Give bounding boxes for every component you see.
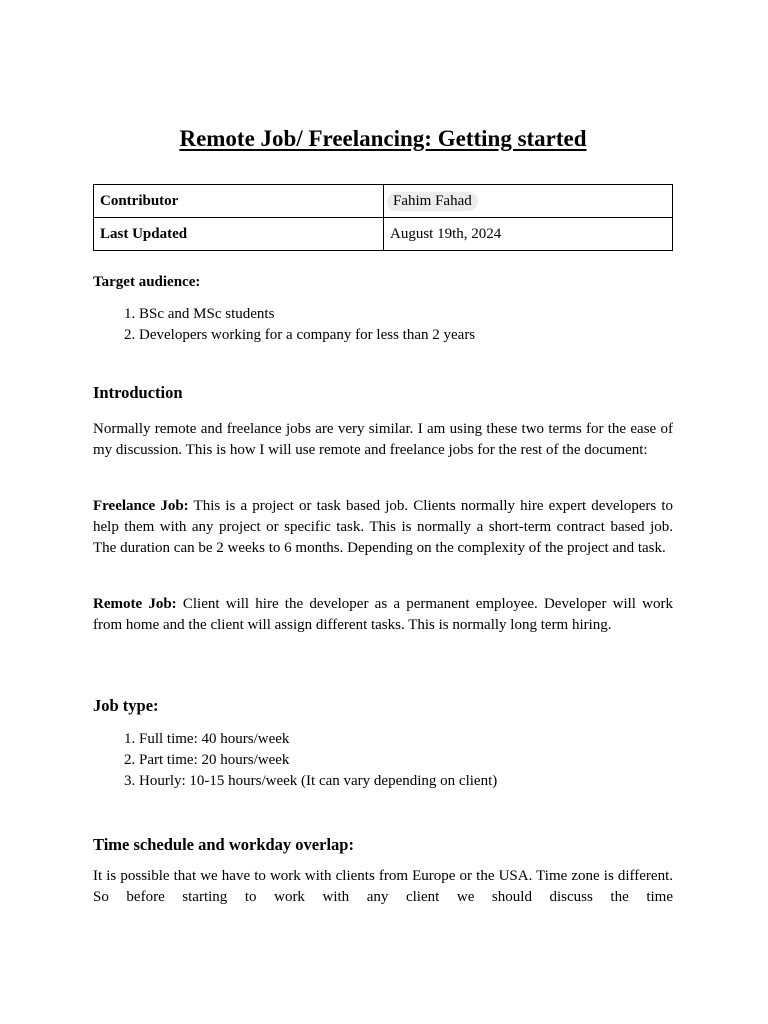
list-item: 1. Full time: 40 hours/week xyxy=(139,729,673,750)
time-schedule-paragraph-block xyxy=(93,866,673,908)
remote-job-text: Client will hire the developer as a permanent employee. Developer will work from home and the client will assign different tasks. This is normally long term hiring. xyxy=(93,596,673,633)
document-title: Remote Job/ Freelancing: Getting started xyxy=(179,126,587,151)
target-audience-section xyxy=(93,272,673,346)
job-type-section xyxy=(93,695,673,792)
last-updated-label: Last Updated xyxy=(94,218,384,251)
last-updated-value: August 19th, 2024 xyxy=(384,218,673,251)
introduction-heading: Introduction xyxy=(93,383,183,402)
job-type-list xyxy=(93,729,673,792)
contributor-chip[interactable]: Fahim Fahad xyxy=(387,192,478,211)
freelance-job-label: Freelance Job: xyxy=(93,498,189,514)
job-type-heading: Job type: xyxy=(93,696,159,715)
list-item: 3. Hourly: 10-15 hours/week (It can vary depending on client) xyxy=(139,771,673,792)
contributor-label: Contributor xyxy=(94,185,384,218)
list-item: 2. Developers working for a company for less than 2 years xyxy=(139,325,673,346)
introduction-paragraph: Normally remote and freelance jobs are very similar. I am using these two terms for the ease of my discussion. This is how I will use remote and freelance jobs for the rest of the document: xyxy=(93,421,673,458)
introduction-section xyxy=(93,382,673,403)
remote-job-block xyxy=(93,594,673,636)
table-row xyxy=(94,185,673,218)
target-audience-heading: Target audience: xyxy=(93,274,201,290)
list-item: 2. Part time: 20 hours/week xyxy=(139,750,673,771)
metadata-table xyxy=(93,184,673,251)
contributor-cell xyxy=(384,185,673,218)
freelance-job-block xyxy=(93,496,673,559)
table-row xyxy=(94,218,673,251)
remote-job-paragraph xyxy=(93,594,673,636)
time-schedule-heading: Time schedule and workday overlap: xyxy=(93,835,354,854)
list-item: 1. BSc and MSc students xyxy=(139,304,673,325)
time-schedule-paragraph: It is possible that we have to work with clients from Europe or the USA. Time zone is different. So before starting to work with any client we should discuss the time xyxy=(93,868,673,905)
target-audience-list xyxy=(93,304,673,346)
freelance-job-paragraph xyxy=(93,496,673,559)
introduction-paragraph-block xyxy=(93,419,673,461)
time-schedule-section xyxy=(93,834,673,855)
remote-job-label: Remote Job: xyxy=(93,596,177,612)
freelance-job-text: This is a project or task based job. Clients normally hire expert developers to help them with any project or specific task. This is normally a short-term contract based job. The duration can be 2 weeks to 6 months. Depending on the complexity of the project and task. xyxy=(93,498,674,556)
